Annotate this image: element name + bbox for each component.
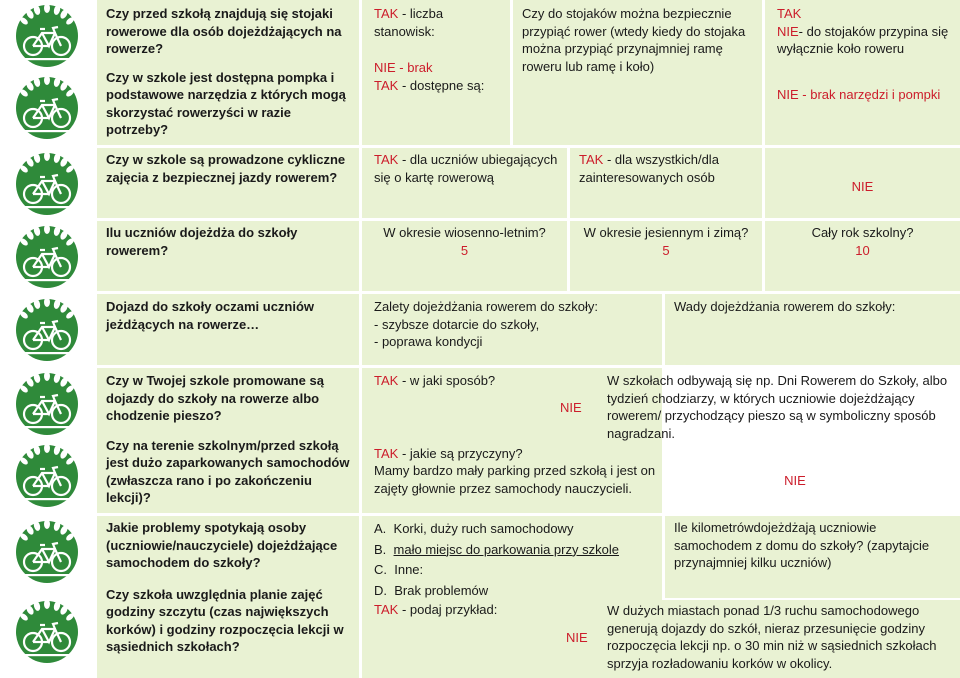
- answer-yes: TAK: [777, 6, 802, 21]
- question-promotion: Czy w Twojej szkole promowane są dojazdy do szkoły na rowerze albo chodzenie pieszo?: [106, 373, 324, 423]
- question-cell: [97, 516, 359, 678]
- answer-cell: [362, 221, 567, 291]
- bike-logo-icon: [0, 72, 94, 144]
- row-bike-racks: [0, 0, 960, 145]
- pros-item: - szybsze dotarcie do szkoły,: [374, 316, 540, 332]
- question-safety-classes: Czy w szkole są prowadzone cykliczne zajęcia z bezpiecznej jazdy rowerem?: [106, 152, 346, 185]
- answer-no: NIE: [851, 179, 874, 194]
- question-racks: Czy przed szkołą znajdują się stojaki rowerowe dla osób dojeżdżających na rowerze?: [106, 6, 342, 56]
- answer-cell: [765, 221, 960, 291]
- whole-year-value: 10: [855, 242, 870, 258]
- pros-cell: [362, 294, 662, 365]
- question-cyclist-count: Ilu uczniów dojeżdża do szkoły rowerem?: [106, 225, 298, 258]
- answer-no: NIE: [784, 473, 806, 488]
- secure-rack-cell: [513, 0, 762, 145]
- question-cell: [97, 294, 359, 365]
- question-pump: Czy w szkole jest dostępna pompka i podstawowe narzędzia z których mogą skorzystać rowerzyści w razie potrzeby?: [106, 69, 346, 137]
- spring-summer-value: 5: [460, 242, 469, 258]
- question-cell: [97, 368, 359, 513]
- answer-no-wheel-only: NIE- do stojaków przypina się wyłącznie koło roweru: [777, 23, 949, 56]
- bike-logo-icon: [0, 368, 94, 440]
- bike-logo-icon: [0, 0, 94, 72]
- answer-yes-why: TAK - jakie są przyczyny?: [374, 446, 523, 461]
- question-rush-hours: Czy szkoła uwzględnia planie zajęć godziny szczytu (czas największych korków) i godziny rozpoczęcia lekcji w sąsiednich szkołach?: [106, 586, 344, 654]
- bike-logo-icon: [0, 221, 94, 293]
- row-student-perspective: [0, 294, 960, 365]
- answer-cell: [362, 148, 567, 218]
- question-cell: [97, 221, 359, 291]
- secure-rack-answers: [765, 0, 960, 145]
- bike-logo-icon: [0, 440, 94, 512]
- answer-yes-how: TAK - w jaki sposób?: [374, 373, 496, 388]
- answer-no-tools: NIE - brak narzędzi i pompki: [777, 86, 941, 102]
- row-car-problems: [0, 516, 960, 678]
- question-cell: [97, 148, 359, 218]
- answer-no: NIE: [566, 630, 588, 645]
- rush-hour-example: W dużych miastach ponad 1/3 ruchu samochodowego generują dojazdy do szkół, nieraz przesunięcie godziny rozpoczęcia lekcji np. o 30 min niż w sąsiednich szkołach sprzyja rozładowaniu korków w okolicy.: [607, 603, 937, 671]
- pros-title: Zalety dojeżdżania rowerem do szkoły:: [374, 299, 598, 314]
- answer-yes-available: TAK - dostępne są:: [374, 77, 485, 93]
- km-question: Ile kilometrówdojeżdżają uczniowie samochodem z domu do szkoły? (zapytajcie przynajmniej kilku uczniów): [674, 520, 930, 570]
- bike-logo-icon: [0, 148, 94, 220]
- option-d: D. Brak problemów: [374, 582, 489, 598]
- pros-item: - poprawa kondycji: [374, 334, 483, 349]
- option-a: A. Korki, duży ruch samochodowy: [374, 521, 574, 536]
- question-parking: Czy na terenie szkolnym/przed szkołą jest dużo zaparkowanych samochodów (zwłaszcza rano i po zakończeniu lekcji)?: [106, 437, 350, 505]
- whole-year-label: Cały rok szkolny?: [811, 225, 914, 240]
- answer-yes-example: TAK - podaj przykład:: [374, 602, 498, 617]
- spring-summer-label: W okresie wiosenno-letnim?: [383, 225, 546, 240]
- cons-title: Wady dojeżdżania rowerem do szkoły:: [674, 299, 896, 314]
- row-cyclist-count: [0, 221, 960, 291]
- secure-rack-question: Czy do stojaków można bezpiecznie przypiąć rower (wtedy kiedy do stojaka można przypiąć przynajmniej ramę roweru lub ramę i koło): [522, 6, 746, 74]
- cons-cell: [665, 294, 960, 365]
- bike-logo-icon: [0, 596, 94, 668]
- answer-no: NIE: [560, 400, 582, 415]
- bike-logo-icon: [0, 516, 94, 588]
- answer-cell: [765, 148, 960, 218]
- example-cell: [600, 600, 960, 678]
- row-safety-classes: [0, 148, 960, 218]
- answer-cell: [570, 221, 762, 291]
- answer-yes-count: TAK - liczba stanowisk:: [374, 6, 444, 39]
- autumn-winter-value: 5: [662, 242, 670, 258]
- answer-cell: [600, 368, 960, 513]
- option-c: C. Inne:: [374, 562, 424, 577]
- answer-no-none: NIE - brak: [374, 60, 433, 75]
- question-cell: [97, 0, 359, 145]
- bike-logo-icon: [0, 294, 94, 366]
- row-promotion-parking: [0, 368, 960, 513]
- question-student-perspective: Dojazd do szkoły oczami uczniów jeżdżących na rowerze…: [106, 299, 315, 332]
- answer-cell: [362, 0, 510, 145]
- parking-answer-text: Mamy bardzo mały parking przed szkołą i jest on zajęty głownie przez samochody nauczycieli.: [374, 463, 656, 496]
- autumn-winter-label: W okresie jesiennym i zimą?: [583, 225, 749, 240]
- question-car-problems: Jakie problemy spotykają osoby (uczniowie/nauczyciele) dojeżdżające samochodem do szkoły?: [106, 520, 338, 570]
- option-b: B. mało miejsc do parkowania przy szkole: [374, 541, 619, 557]
- km-question-cell: [665, 516, 960, 598]
- answer-yes-card: TAK - dla uczniów ubiegających się o kartę rowerową: [374, 152, 558, 185]
- answer-yes-everyone: TAK - dla wszystkich/dla zainteresowanych osób: [579, 152, 719, 185]
- answer-cell: [570, 148, 762, 218]
- promotion-example: W szkołach odbywają się np. Dni Rowerem do Szkoły, albo tydzień chodziarzy, w których uczniowie dojeżdżający rowerem/ przychodzący pieszo są w symboliczny sposób nagradzani.: [607, 373, 948, 441]
